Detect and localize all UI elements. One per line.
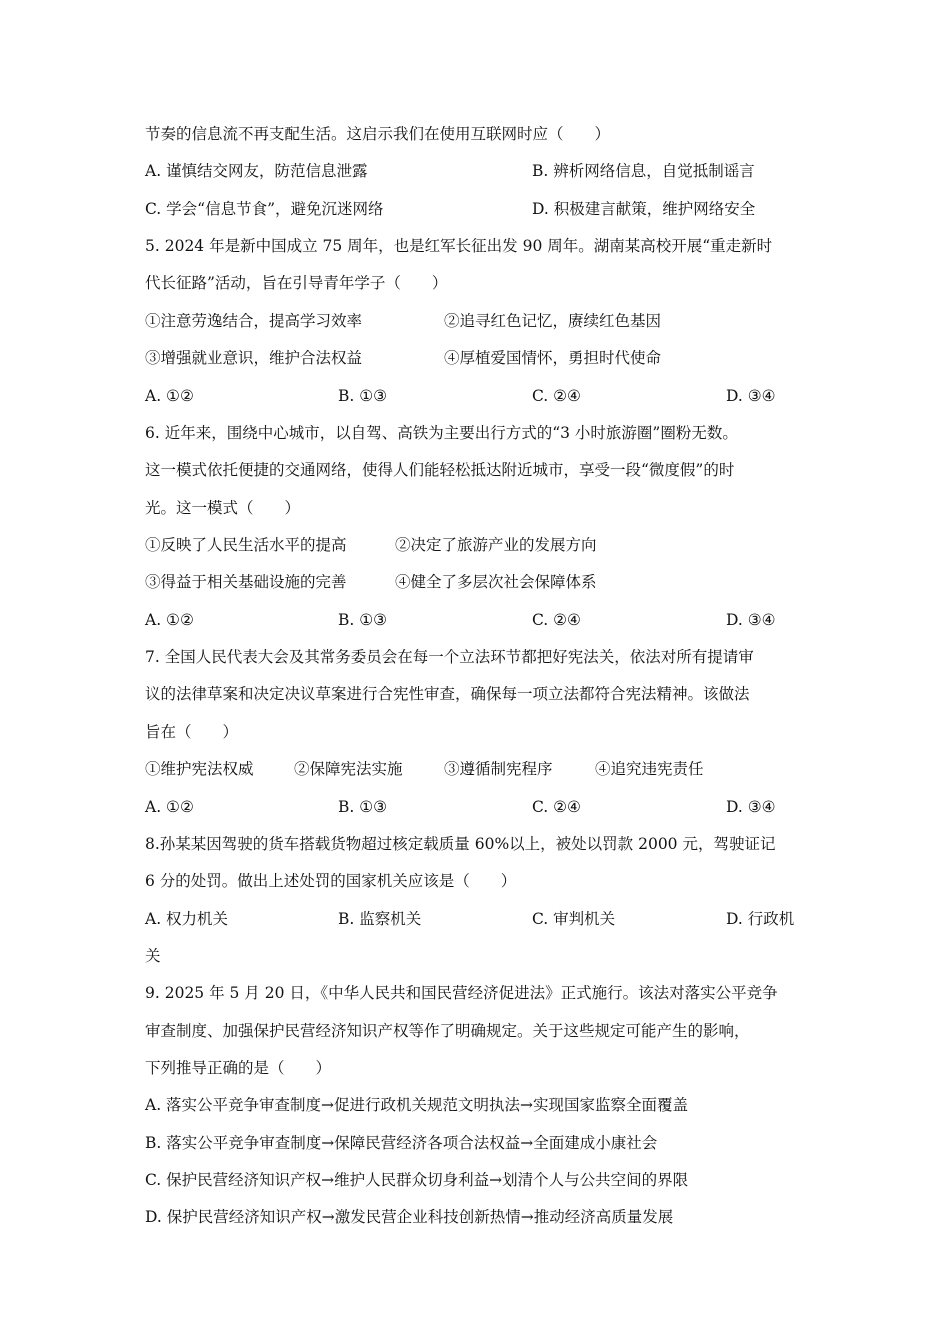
- q9-stem-line-2: 审查制度、加强保护民营经济知识产权等作了明确规定。关于这些规定可能产生的影响，: [145, 1022, 750, 1040]
- q8-option-d: D. 行政机: [726, 910, 795, 928]
- q7-statement-1: ①维护宪法权威: [145, 760, 254, 778]
- q7-stem-line-1: 7. 全国人民代表大会及其常务委员会在每一个立法环节都把好宪法关，依法对所有提请审: [145, 648, 754, 666]
- q9-option-a: A. 落实公平竞争审查制度→促进行政机关规范文明执法→实现国家监察全面覆盖: [145, 1096, 689, 1114]
- q6-statement-4: ④健全了多层次社会保障体系: [395, 573, 597, 591]
- q5-option-c: C. ②④: [532, 387, 581, 405]
- q5-statement-1: ①注意劳逸结合，提高学习效率: [145, 312, 363, 330]
- q4-option-c: C. 学会“信息节食”，避免沉迷网络: [145, 200, 384, 218]
- q6-stem-line-3: 光。这一模式（ ）: [145, 499, 301, 517]
- q7-option-b: B. ①③: [338, 798, 388, 816]
- q7-statement-2: ②保障宪法实施: [294, 760, 403, 778]
- q8-option-d-wrap: 关: [145, 947, 161, 965]
- q7-option-d: D. ③④: [726, 798, 776, 816]
- q9-option-c: C. 保护民营经济知识产权→维护人民群众切身利益→划清个人与公共空间的界限: [145, 1171, 689, 1189]
- q6-stem-line-1: 6. 近年来，围绕中心城市，以自驾、高铁为主要出行方式的“3 小时旅游圈”圈粉无数。: [145, 424, 738, 442]
- q9-stem-line-3: 下列推导正确的是（ ）: [145, 1059, 332, 1077]
- q7-stem-line-2: 议的法律草案和决定决议草案进行合宪性审查，确保每一项立法都符合宪法精神。该做法: [145, 685, 750, 703]
- q5-option-a: A. ①②: [145, 387, 194, 405]
- q6-option-c: C. ②④: [532, 611, 581, 629]
- q4-option-d: D. 积极建言献策，维护网络安全: [532, 200, 756, 218]
- q8-option-c: C. 审判机关: [532, 910, 616, 928]
- q6-statement-2: ②决定了旅游产业的发展方向: [395, 536, 597, 554]
- q7-statement-4: ④追究违宪责任: [595, 760, 704, 778]
- q9-option-b: B. 落实公平竞争审查制度→保障民营经济各项合法权益→全面建成小康社会: [145, 1134, 658, 1152]
- q4-option-a: A. 谨慎结交网友，防范信息泄露: [145, 162, 368, 180]
- q7-stem-line-3: 旨在（ ）: [145, 723, 239, 741]
- q5-option-d: D. ③④: [726, 387, 776, 405]
- q6-statement-3: ③得益于相关基础设施的完善: [145, 573, 347, 591]
- q6-option-b: B. ①③: [338, 611, 388, 629]
- q4-stem-tail: 节奏的信息流不再支配生活。这启示我们在使用互联网时应（ ）: [145, 125, 611, 143]
- q7-statement-3: ③遵循制宪程序: [444, 760, 553, 778]
- q5-stem-line-2: 代长征路”活动，旨在引导青年学子（ ）: [145, 274, 448, 292]
- q5-statement-2: ②追寻红色记忆，赓续红色基因: [444, 312, 662, 330]
- q8-option-b: B. 监察机关: [338, 910, 422, 928]
- q7-option-c: C. ②④: [532, 798, 581, 816]
- q8-option-a: A. 权力机关: [145, 910, 229, 928]
- q9-stem-line-1: 9. 2025 年 5 月 20 日，《中华人民共和国民营经济促进法》正式施行。该法对落实公平竞争: [145, 984, 778, 1002]
- q5-statement-3: ③增强就业意识，维护合法权益: [145, 349, 363, 367]
- q7-option-a: A. ①②: [145, 798, 194, 816]
- q6-statement-1: ①反映了人民生活水平的提高: [145, 536, 347, 554]
- q6-stem-line-2: 这一模式依托便捷的交通网络，使得人们能轻松抵达附近城市，享受一段“微度假”的时: [145, 461, 735, 479]
- q8-stem-line-1: 8.孙某某因驾驶的货车搭载货物超过核定载质量 60%以上，被处以罚款 2000 元，驾驶证记: [145, 835, 776, 853]
- q4-option-b: B. 辨析网络信息，自觉抵制谣言: [532, 162, 755, 180]
- q5-statement-4: ④厚植爱国情怀，勇担时代使命: [444, 349, 662, 367]
- q5-option-b: B. ①③: [338, 387, 388, 405]
- q6-option-d: D. ③④: [726, 611, 776, 629]
- q9-option-d: D. 保护民营经济知识产权→激发民营企业科技创新热情→推动经济高质量发展: [145, 1208, 674, 1226]
- q6-option-a: A. ①②: [145, 611, 194, 629]
- q5-stem-line-1: 5. 2024 年是新中国成立 75 周年，也是红军长征出发 90 周年。湖南某高校开展“重走新时: [145, 237, 773, 255]
- q8-stem-line-2: 6 分的处罚。做出上述处罚的国家机关应该是（ ）: [145, 872, 517, 890]
